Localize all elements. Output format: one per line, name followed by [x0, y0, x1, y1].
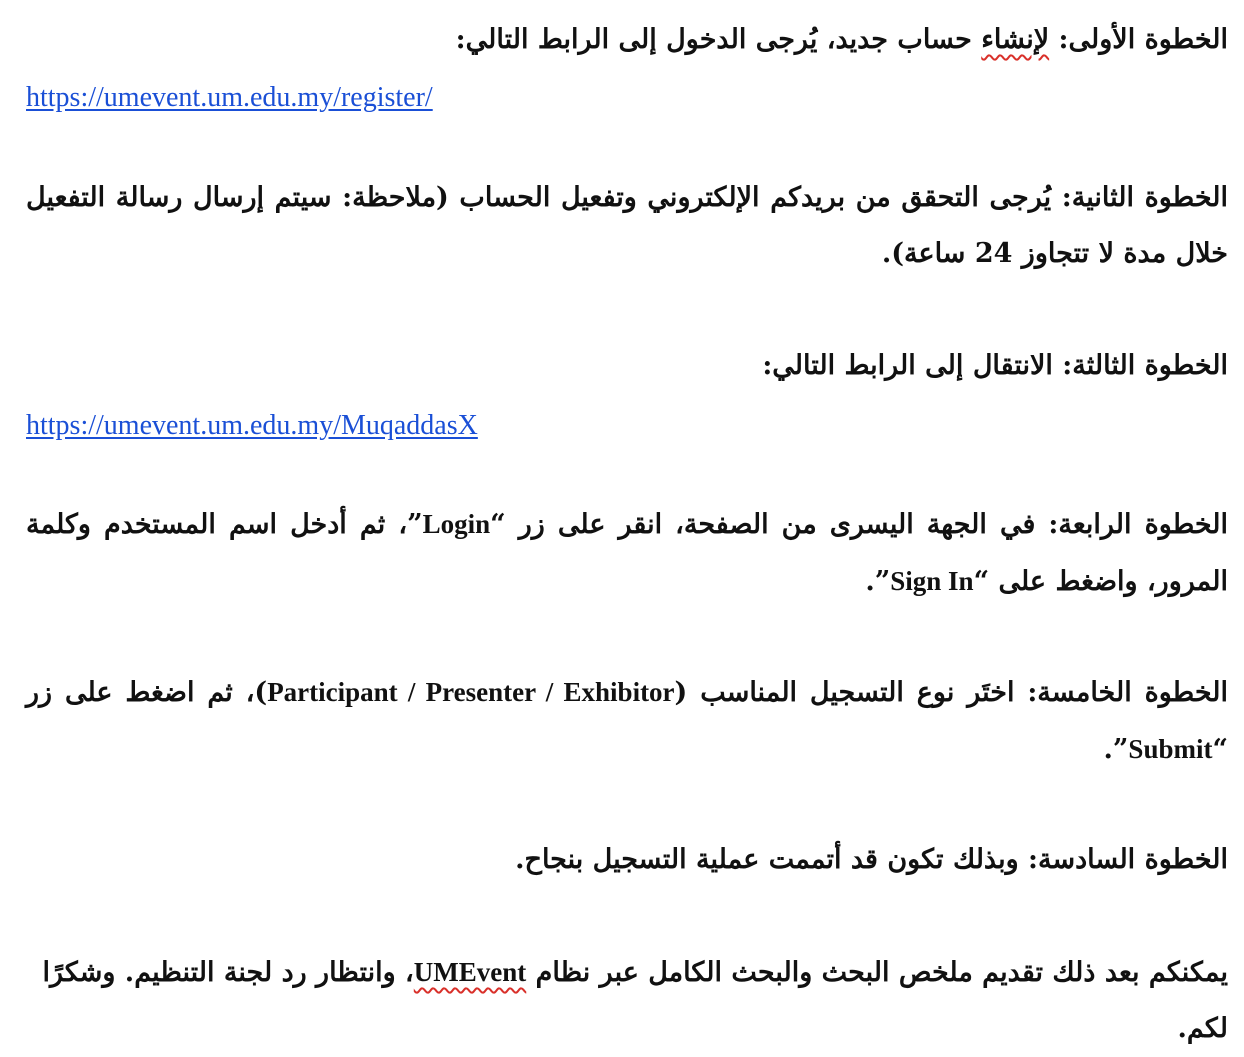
step-4-paragraph	[26, 496, 1228, 610]
closing-end: ، وانتظار رد لجنة التنظيم. وشكرًا لكم.	[42, 957, 1228, 1044]
step-6-paragraph: الخطوة السادسة: وبذلك تكون قد أتممت عملية التسجيل بنجاح.	[515, 844, 1228, 875]
closing-paragraph	[26, 944, 1228, 1057]
step-4-middle: ”، ثم أدخل اسم المستخدم وكلمة المرور، واضغط على “	[26, 509, 1228, 597]
step-1-lead: الخطوة الأولى:	[1049, 24, 1228, 55]
register-link[interactable]: https://umevent.um.edu.my/register/	[26, 82, 433, 113]
step-5-end: ”.	[1103, 734, 1129, 765]
submit-term: Submit	[1128, 734, 1213, 764]
login-term: Login	[422, 509, 491, 539]
step-5-paragraph	[26, 664, 1228, 778]
step-3-paragraph: الخطوة الثالثة: الانتقال إلى الرابط التالي:	[762, 350, 1228, 381]
registration-types: Participant / Presenter / Exhibitor	[267, 677, 675, 707]
event-link[interactable]: https://umevent.um.edu.my/MuqaddasX	[26, 410, 478, 441]
spellcheck-flagged-word: لإنشاء	[981, 24, 1050, 55]
step-4-end: ”.	[865, 566, 891, 597]
step-1-paragraph	[26, 12, 1228, 68]
step-4-lead: الخطوة الرابعة: في الجهة اليسرى من الصفحة، انقر على زر “	[490, 509, 1229, 540]
umevent-term: UMEvent	[413, 957, 527, 987]
document-body	[26, 0, 1229, 1044]
step-5-lead: الخطوة الخامسة: اختَر نوع التسجيل المناسب (	[674, 677, 1228, 708]
sign-in-term: Sign In	[890, 566, 974, 596]
step-5-middle: )، ثم اضغط على زر “	[26, 677, 1228, 765]
step-2-paragraph: الخطوة الثانية: يُرجى التحقق من بريدكم الإلكتروني وتفعيل الحساب (ملاحظة: سيتم إرسال رسالة التفعيل خلال مدة لا تتجاوز 24 ساعة).	[26, 182, 1228, 269]
closing-lead: يمكنكم بعد ذلك تقديم ملخص البحث والبحث الكامل عبر نظام	[526, 957, 1228, 988]
step-1-rest: حساب جديد، يُرجى الدخول إلى الرابط التالي:	[455, 24, 982, 55]
